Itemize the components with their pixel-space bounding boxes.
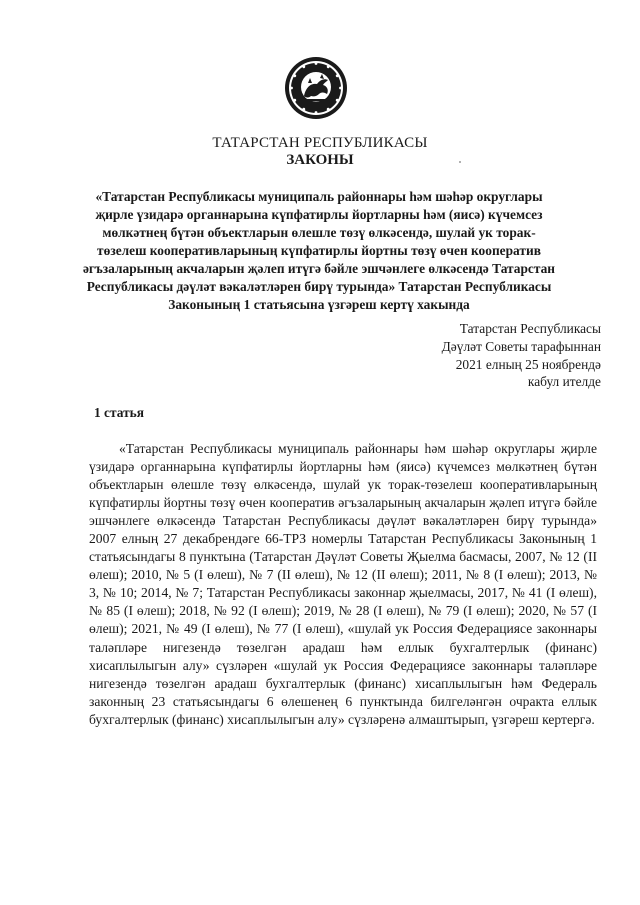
law-heading: ЗАКОНЫ <box>286 152 354 168</box>
law-title: «Татарстан Республикасы муниципаль районнары һәм шәһәр округлары җирле үзидарә органнарына күпфатирлы йортларны һәм (яисә) күчемсез мөлкәтнең бүтән объектларын өлешле төзү өлкәсендә, шулай ук торак-төзелеш кооперативларының күпфатирлы йортны төзү өчен кооператив әгъзаларының акчаларын җәлеп итүгә бәйле эшчәнлеге өлкәсендә Татарстан Республикасы дәүләт вәкаләтләрен бирү турында» Татарстан Республикасы Законының 1 статьясына үзгәреш кертү хакында <box>82 189 556 312</box>
republic-heading: ТАТАРСТАН РЕСПУБЛИКАСЫ <box>212 135 428 151</box>
scan-dot <box>459 161 461 163</box>
article-heading: 1 статья <box>94 405 144 420</box>
adoption-line: 2021 елның 25 ноябрендә <box>455 356 601 372</box>
adoption-line: Дәүләт Советы тарафыннан <box>441 338 601 354</box>
article-body: «Татарстан Республикасы муниципаль районнары һәм шәһәр округлары җирле үзидарә органнарына күпфатирлы йортларны һәм (яисә) күчемсез мөлкәтнең бүтән объектларын өлешле төзү өлкәсендә, шулай ук торак-төзелеш кооперативларының күпфатирлы йортны төзү өчен кооператив әгъзаларының акчаларын җәлеп итүгә бәйле эшчәнлеге өлкәсендә Татарстан Республикасы дәүләт вәкаләтләрен бирү турында» 2007 елның 27 декабрендәге 66-ТРЗ номерлы Татарстан Республикасы Законының 1 статьясындагы 8 пунктына (Татарстан Дәүләт Советы Җыелма басмасы, 2007, № 12 (II өлеш); 2010, № 5 (I өлеш), № 7 (II өлеш), № 12 (II өлеш); 2011, № 8 (I өлеш); 2013, № 3, № 10; 2014, № 7; Татарстан Республикасы законнар җыелмасы, 2017, № 41 (I өлеш), № 85 (I өлеш); 2018, № 92 (I өлеш); 2019, № 28 (I өлеш), № 79 (I өлеш); 2020, № 57 (I өлеш); 2021, № 49 (I өлеш), № 77 (I өлеш), «шулай ук Россия Федерациясе законнары таләпләре нигезендә төзелгән арадаш һәм еллык бухгалтерлык (финанс) хисаплылыгын алу» сүзләрен «шулай ук Россия Федерациясе законнары таләпләре нигезендә төзелгән арадаш бухгалтерлык (финанс) хисаплылыгын һәм Федераль законның 23 статьясындагы 6 өлешенең 6 пунктында билгеләнгән очракта еллык бухгалтерлык (финанс) хисаплылыгын алу» сүзләренә алмаштырып, үзгәреш кертергә. <box>89 441 597 727</box>
tatarstan-emblem-icon <box>284 56 348 120</box>
adoption-note <box>442 320 601 391</box>
adoption-line: кабул ителде <box>527 374 601 390</box>
adoption-line: Татарстан Республикасы <box>459 321 601 336</box>
